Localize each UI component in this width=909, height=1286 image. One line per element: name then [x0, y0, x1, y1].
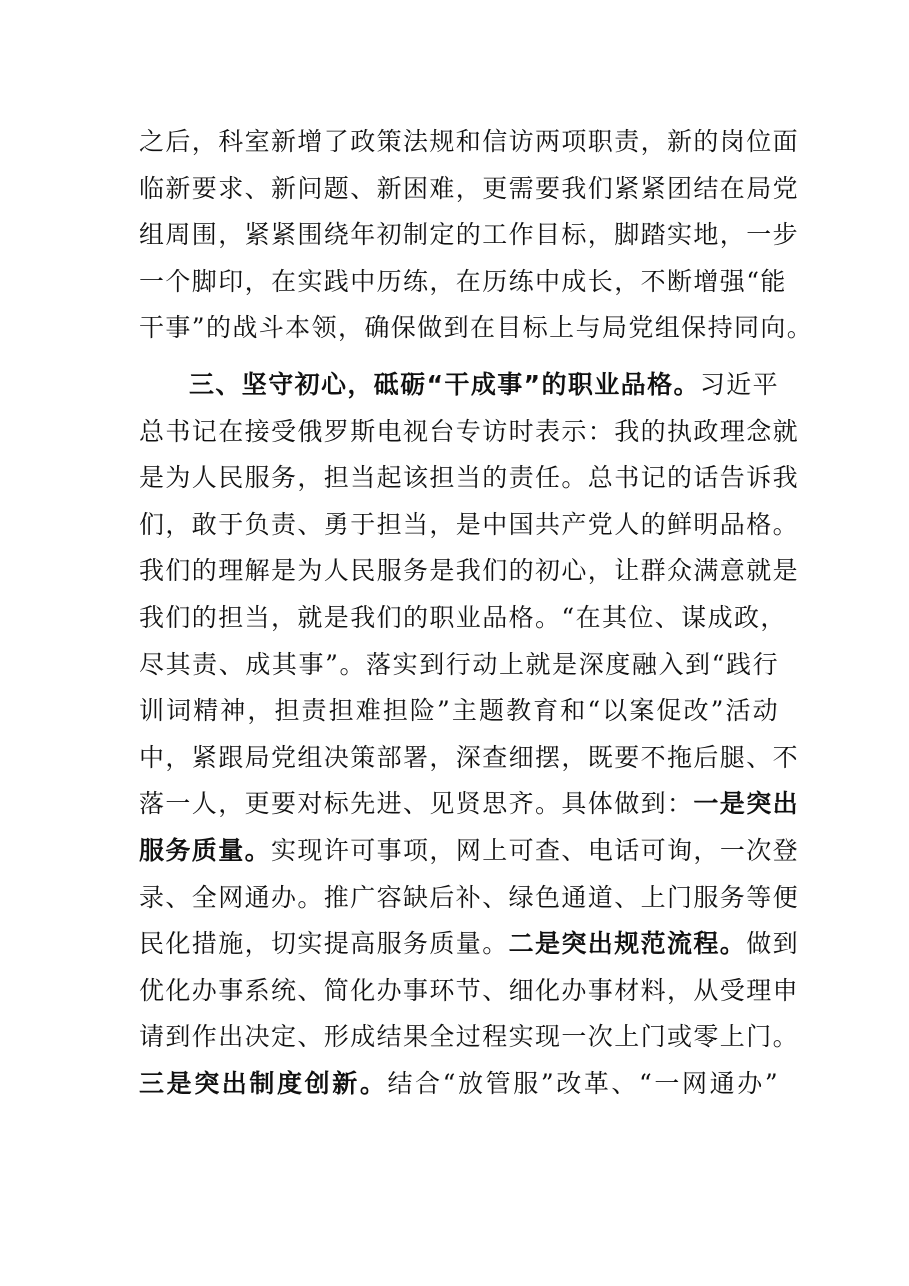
- text-line: 训词精神，担责担难担险”主题教育和“以案促改”活动: [139, 696, 779, 726]
- paragraph-2: [139, 362, 800, 1108]
- bold-phrase: 二是突出规范流程。: [508, 929, 747, 959]
- text-line: 临新要求、新问题、新困难，更需要我们紧紧团结在局党: [139, 173, 800, 203]
- bold-phrase: 一是突出: [693, 789, 800, 819]
- text-span: 习近平: [699, 369, 780, 399]
- text-line: 优化办事系统、简化办事环节、细化办事材料，从受理申: [139, 975, 800, 1005]
- text-span: 实现许可事项，网上可查、电话可询，一次登: [271, 835, 800, 865]
- text-line: [139, 1061, 779, 1108]
- text-span: 民化措施，切实提高服务质量。: [139, 929, 509, 959]
- text-line: [139, 362, 779, 409]
- text-line: 之后，科室新增了政策法规和信访两项职责，新的岗位面: [139, 127, 800, 156]
- text-line: 干事”的战斗本领，确保做到在目标上与局党组保持同向。: [139, 313, 814, 343]
- text-line: 是为人民服务，担当起该担当的责任。总书记的话告诉我: [139, 463, 800, 493]
- text-line: 录、全网通办。推广容缺后补、绿色通道、上门服务等便: [139, 882, 800, 912]
- text-line: 组周围，紧紧围绕年初制定的工作目标，脚踏实地，一步: [139, 220, 800, 250]
- text-line: [139, 781, 800, 828]
- body-text: [139, 119, 814, 1107]
- text-span: 落一人，更要对标先进、见贤思齐。具体做到：: [139, 789, 694, 819]
- text-line: 请到作出决定、形成结果全过程实现一次上门或零上门。: [139, 1022, 800, 1052]
- bold-phrase: 服务质量。: [139, 835, 272, 865]
- text-line: 一个脚印，在实践中历练，在历练中成长，不断增强“能: [139, 266, 787, 296]
- text-line: 我们的担当，就是我们的职业品格。“在其位、谋成政，: [139, 602, 787, 632]
- paragraph-1: [139, 119, 814, 352]
- text-line: 我们的理解是为人民服务是我们的初心，让群众满意就是: [139, 556, 800, 586]
- paragraph-gap: [139, 352, 779, 362]
- text-line: 中，紧跟局党组决策部署，深查细摆，既要不拖后腿、不: [139, 742, 800, 772]
- text-span: 结合“放管服”改革、“一网通办”: [387, 1068, 779, 1098]
- bold-phrase: 三是突出制度创新。: [139, 1068, 388, 1098]
- text-span: 做到: [746, 929, 800, 959]
- text-line: 尽其责、成其事”。落实到行动上就是深度融入到“践行: [139, 649, 779, 679]
- section-heading: 三、坚守初心，砥砺“干成事”的职业品格。: [189, 369, 700, 399]
- text-line: [139, 921, 800, 968]
- text-line: [139, 828, 800, 875]
- text-line: 总书记在接受俄罗斯电视台专访时表示：我的执政理念就: [139, 416, 800, 446]
- text-line: 们，敢于负责、勇于担当，是中国共产党人的鲜明品格。: [139, 509, 800, 539]
